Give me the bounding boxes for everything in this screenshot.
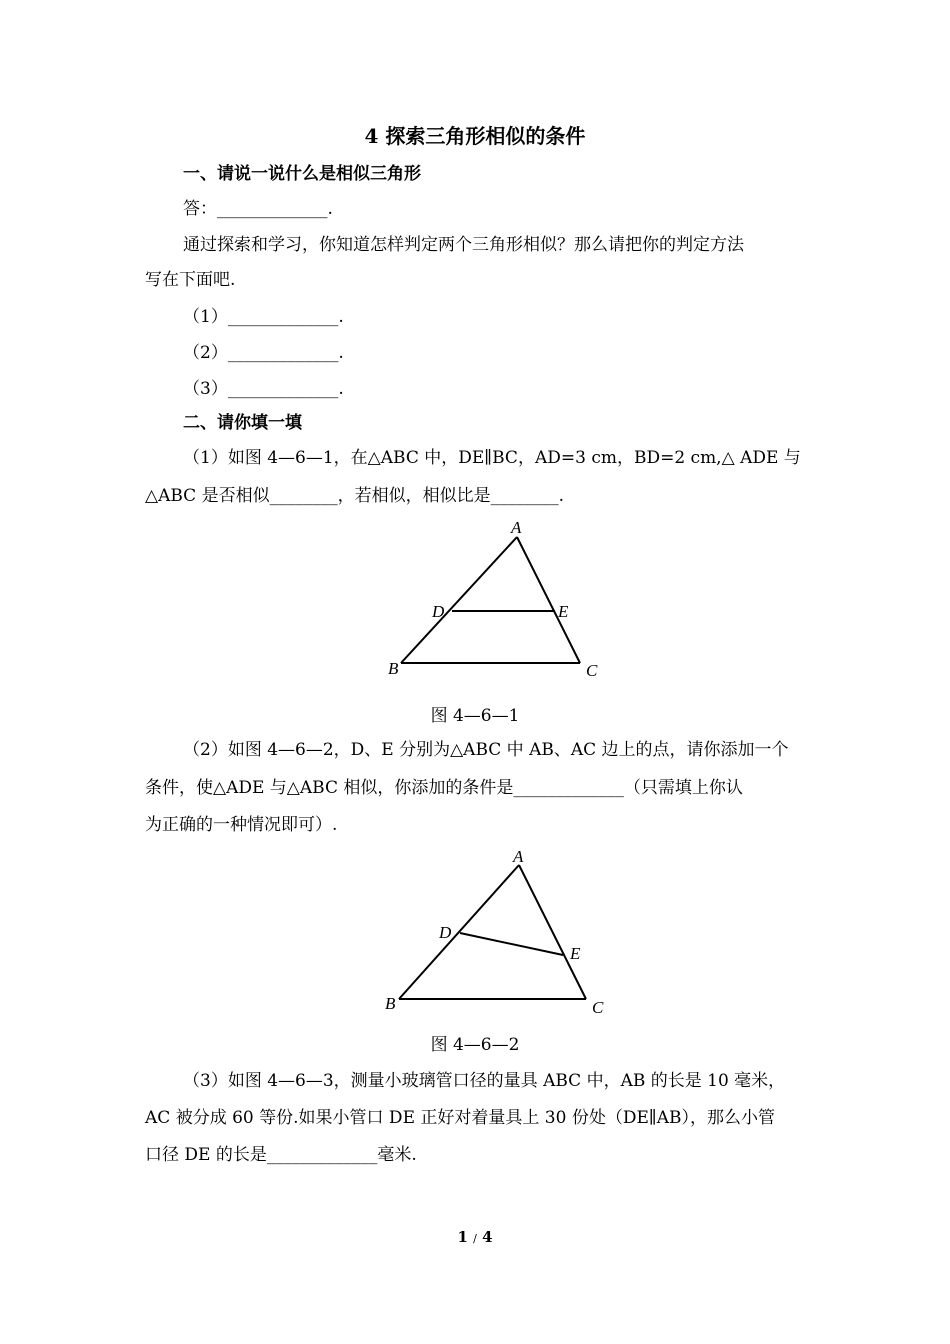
question2-line-2: 条件，使△ADE 与△ABC 相似，你添加的条件是_____________（只需填上你认 <box>145 778 743 798</box>
prompt-line-1: 通过探索和学习，你知道怎样判定两个三角形相似？那么请把你的判定方法 <box>183 235 744 255</box>
label-b: B <box>388 659 399 678</box>
section2-heading: 二、请你填一填 <box>183 413 302 433</box>
label-a: A <box>511 518 522 537</box>
question2-line-1: （2）如图 4—6—2，D、E 分别为△ABC 中 AB、AC 边上的点，请你添加一个 <box>183 740 789 760</box>
question1-line-1: （1）如图 4—6—1，在△ABC 中，DE∥BC，AD=3 cm，BD=2 cm,△ ADE 与 <box>183 448 801 468</box>
label-d: D <box>432 602 445 621</box>
segment-de <box>460 933 563 955</box>
page-total: 4 <box>482 1228 493 1246</box>
edge-ac <box>519 865 586 999</box>
figure-4-6-2 <box>375 843 615 1023</box>
criterion-item-3: （3）_____________. <box>183 379 344 399</box>
prompt-line-2: 写在下面吧. <box>145 270 236 290</box>
question1-line-2: △ABC 是否相似________，若相似，相似比是________. <box>145 486 564 506</box>
criterion-item-2: （2）_____________. <box>183 343 344 363</box>
page-current: 1 <box>457 1228 468 1246</box>
question3-line-3: 口径 DE 的长是_____________毫米. <box>145 1145 417 1165</box>
label-a: A <box>513 847 524 866</box>
label-e: E <box>570 944 581 963</box>
page-number <box>0 1228 950 1246</box>
label-b: B <box>385 994 396 1013</box>
label-e: E <box>558 602 569 621</box>
label-d: D <box>439 923 452 942</box>
figure-2-caption: 图 4—6—2 <box>430 1035 520 1055</box>
label-c: C <box>586 661 598 680</box>
figure-4-6-1 <box>380 512 610 687</box>
section1-heading: 一、请说一说什么是相似三角形 <box>183 164 421 184</box>
label-c: C <box>592 998 604 1017</box>
question3-line-2: AC 被分成 60 等份.如果小管口 DE 正好对着量具上 30 份处（DE∥AB），那么小管 <box>145 1108 775 1128</box>
question2-line-3: 为正确的一种情况即可）. <box>145 815 338 835</box>
question3-line-1: （3）如图 4—6—3，测量小玻璃管口径的量具 ABC 中，AB 的长是 10 毫米， <box>183 1071 786 1091</box>
edge-ab <box>399 865 519 999</box>
edge-ab <box>401 537 517 663</box>
answer-line: 答：_____________. <box>183 199 333 219</box>
page-title: 4 探索三角形相似的条件 <box>364 124 586 148</box>
criterion-item-1: （1）_____________. <box>183 307 344 327</box>
edge-ac <box>517 537 580 663</box>
page-separator: / <box>473 1232 477 1245</box>
figure-1-caption: 图 4—6—1 <box>430 706 520 726</box>
